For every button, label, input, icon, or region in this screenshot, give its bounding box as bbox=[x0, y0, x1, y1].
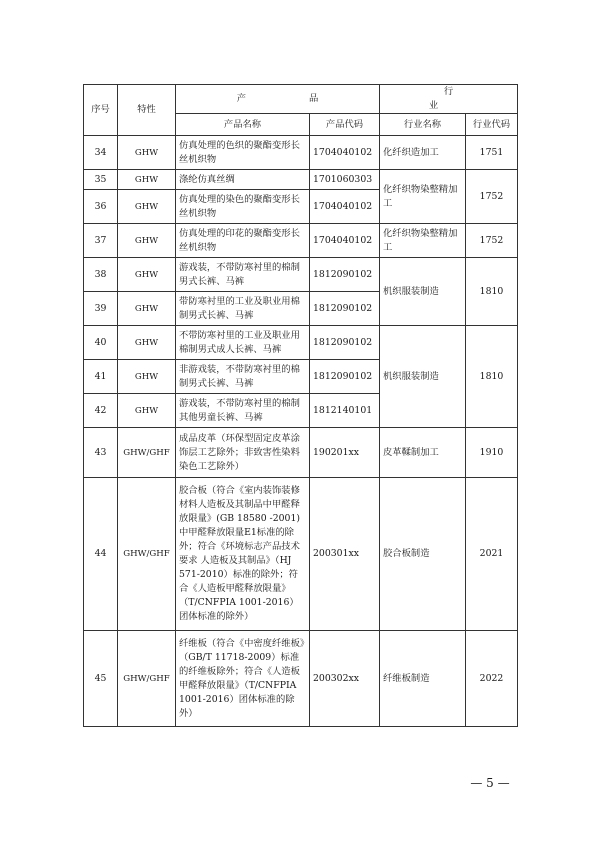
header-industry bbox=[380, 85, 518, 114]
row-industry-name: 纤维板制造 bbox=[380, 631, 466, 727]
row-industry-code: 2021 bbox=[466, 478, 518, 631]
row-product-code: 1812090102 bbox=[310, 258, 380, 292]
table-row bbox=[84, 136, 518, 170]
table-row bbox=[84, 326, 518, 360]
table-row bbox=[84, 224, 518, 258]
row-feature: GHW/GHF bbox=[118, 428, 176, 478]
row-number: 44 bbox=[84, 478, 118, 631]
table-row bbox=[84, 258, 518, 292]
row-feature: GHW bbox=[118, 394, 176, 428]
row-product-name: 纤维板（符合《中密度纤维板》（GB/T 11718-2009）标准的纤维板除外；符合《人造板甲醛释放限量》（T/CNFPIA 1001-2016）团体标准的除外） bbox=[176, 631, 310, 727]
row-product-code: 200302xx bbox=[310, 631, 380, 727]
header-product-name: 产品名称 bbox=[176, 114, 310, 136]
row-number: 45 bbox=[84, 631, 118, 727]
row-product-code: 1701060303 bbox=[310, 170, 380, 190]
row-product-name: 不带防寒衬里的工业及职业用棉制男式成人长裤、马裤 bbox=[176, 326, 310, 360]
row-industry-code: 1810 bbox=[466, 326, 518, 428]
row-product-code: 1812140101 bbox=[310, 394, 380, 428]
row-feature: GHW bbox=[118, 258, 176, 292]
row-product-code: 1812090102 bbox=[310, 292, 380, 326]
header-product-label: 产 品 bbox=[236, 93, 349, 104]
row-product-code: 1704040102 bbox=[310, 224, 380, 258]
row-number: 35 bbox=[84, 170, 118, 190]
row-industry-name: 胶合板制造 bbox=[380, 478, 466, 631]
row-industry-name: 皮革鞣制加工 bbox=[380, 428, 466, 478]
row-number: 43 bbox=[84, 428, 118, 478]
row-feature: GHW/GHF bbox=[118, 631, 176, 727]
row-product-name: 仿真处理的染色的聚酯变形长丝机织物 bbox=[176, 190, 310, 224]
row-number: 41 bbox=[84, 360, 118, 394]
row-number: 34 bbox=[84, 136, 118, 170]
row-industry-name: 机织服装制造 bbox=[380, 326, 466, 428]
row-industry-code: 1752 bbox=[466, 170, 518, 224]
row-industry-name: 化纤织造加工 bbox=[380, 136, 466, 170]
row-feature: GHW bbox=[118, 190, 176, 224]
row-product-name: 仿真处理的色织的聚酯变形长丝机织物 bbox=[176, 136, 310, 170]
row-industry-code: 1810 bbox=[466, 258, 518, 326]
row-product-name: 仿真处理的印花的聚酯变形长丝机织物 bbox=[176, 224, 310, 258]
header-seq: 序号 bbox=[84, 85, 118, 136]
row-feature: GHW/GHF bbox=[118, 478, 176, 631]
row-number: 42 bbox=[84, 394, 118, 428]
row-number: 37 bbox=[84, 224, 118, 258]
table-row bbox=[84, 631, 518, 727]
row-industry-code: 1752 bbox=[466, 224, 518, 258]
row-product-code: 190201xx bbox=[310, 428, 380, 478]
table-row bbox=[84, 428, 518, 478]
row-product-name: 胶合板（符合《室内装饰装修材料人造板及其制品中甲醛释放限量》(GB 18580 -2001)中甲醛释放限量E1标准的除外；符合《环境标志产品技术要求 人造板及其制品》（HJ 571-2010）标准的除外；符合《人造板甲醛释放限量》（T/CNFPIA 1001-2016）团体标准的除外） bbox=[176, 478, 310, 631]
row-feature: GHW bbox=[118, 326, 176, 360]
row-product-name: 非游戏装，不带防寒衬里的棉制男式长裤、马裤 bbox=[176, 360, 310, 394]
product-industry-table bbox=[83, 84, 518, 727]
row-product-code: 1812090102 bbox=[310, 360, 380, 394]
row-industry-code: 2022 bbox=[466, 631, 518, 727]
row-product-code: 1704040102 bbox=[310, 190, 380, 224]
row-product-name: 带防寒衬里的工业及职业用棉制男式长裤、马裤 bbox=[176, 292, 310, 326]
page-number: — 5 — bbox=[470, 776, 510, 790]
row-product-code: 1704040102 bbox=[310, 136, 380, 170]
row-industry-code: 1751 bbox=[466, 136, 518, 170]
header-industry-label: 行 业 bbox=[428, 86, 484, 111]
table-row bbox=[84, 170, 518, 190]
row-number: 40 bbox=[84, 326, 118, 360]
row-product-name: 成品皮革（环保型固定皮革涂饰层工艺除外；非致害性染料染色工艺除外） bbox=[176, 428, 310, 478]
row-number: 36 bbox=[84, 190, 118, 224]
header-product-code: 产品代码 bbox=[310, 114, 380, 136]
row-product-name: 涤纶仿真丝绸 bbox=[176, 170, 310, 190]
row-product-name: 游戏装，不带防寒衬里的棉制男式长裤、马裤 bbox=[176, 258, 310, 292]
row-industry-name: 化纤织物染整精加工 bbox=[380, 224, 466, 258]
row-industry-code: 1910 bbox=[466, 428, 518, 478]
row-feature: GHW bbox=[118, 292, 176, 326]
row-product-name: 游戏装，不带防寒衬里的棉制其他男童长裤、马裤 bbox=[176, 394, 310, 428]
row-feature: GHW bbox=[118, 360, 176, 394]
row-feature: GHW bbox=[118, 224, 176, 258]
row-product-code: 200301xx bbox=[310, 478, 380, 631]
row-feature: GHW bbox=[118, 170, 176, 190]
row-industry-name: 化纤织物染整精加工 bbox=[380, 170, 466, 224]
row-industry-name: 机织服装制造 bbox=[380, 258, 466, 326]
header-industry-code: 行业代码 bbox=[466, 114, 518, 136]
header-feature: 特性 bbox=[118, 85, 176, 136]
row-product-code: 1812090102 bbox=[310, 326, 380, 360]
header-industry-name: 行业名称 bbox=[380, 114, 466, 136]
row-feature: GHW bbox=[118, 136, 176, 170]
header-product bbox=[176, 85, 380, 114]
row-number: 38 bbox=[84, 258, 118, 292]
table-row bbox=[84, 478, 518, 631]
row-number: 39 bbox=[84, 292, 118, 326]
